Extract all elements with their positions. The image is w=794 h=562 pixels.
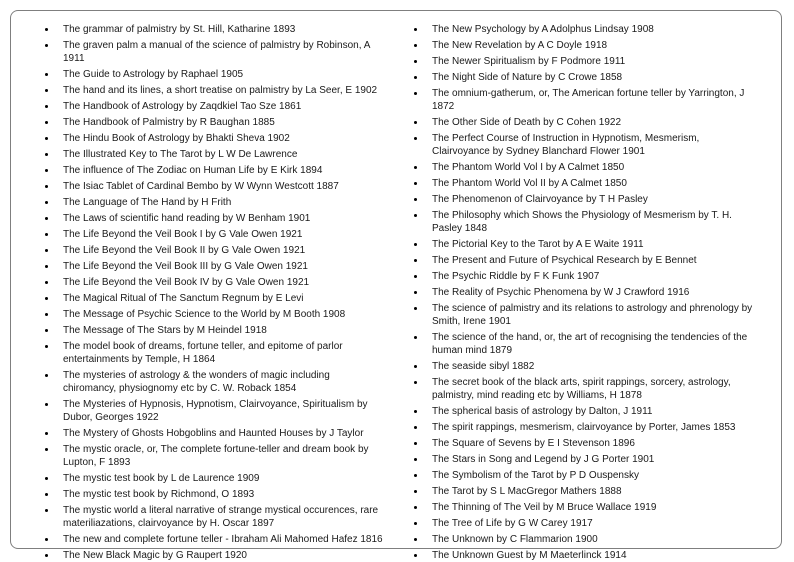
book-list-item: • The grammar of palmistry by St. Hill, Katharine 1893 bbox=[57, 23, 384, 36]
book-list-item: • The Phenomenon of Clairvoyance by T H Pasley bbox=[426, 193, 753, 206]
book-list-item: • The Other Side of Death by C Cohen 1922 bbox=[426, 116, 753, 129]
book-list-item: • The spherical basis of astrology by Dalton, J 1911 bbox=[426, 405, 753, 418]
two-column-layout bbox=[11, 11, 781, 561]
book-list-item: • The Psychic Riddle by F K Funk 1907 bbox=[426, 270, 753, 283]
book-list-item: • The mystic test book by Richmond, O 1893 bbox=[57, 488, 384, 501]
book-list-item: • The Life Beyond the Veil Book II by G Vale Owen 1921 bbox=[57, 244, 384, 257]
book-list-item: • The Life Beyond the Veil Book IV by G Vale Owen 1921 bbox=[57, 276, 384, 289]
book-list-item: • The secret book of the black arts, spirit rappings, sorcery, astrology, palmistry, mind reading etc by Williams, H 1878 bbox=[426, 376, 753, 402]
book-list-item: • The Tree of Life by G W Carey 1917 bbox=[426, 517, 753, 530]
book-list-item: • The Magical Ritual of The Sanctum Regnum by E Levi bbox=[57, 292, 384, 305]
book-list-item: • The Handbook of Astrology by Zaqdkiel Tao Sze 1861 bbox=[57, 100, 384, 113]
book-list-item: • The Mystery of Ghosts Hobgoblins and Haunted Houses by J Taylor bbox=[57, 427, 384, 440]
book-list-item: • The Laws of scientific hand reading by W Benham 1901 bbox=[57, 212, 384, 225]
book-list-left-column bbox=[33, 23, 384, 561]
book-list-item: • The Illustrated Key to The Tarot by L W De Lawrence bbox=[57, 148, 384, 161]
book-list-item: • The mystic oracle, or, The complete fortune-teller and dream book by Lupton, F 1893 bbox=[57, 443, 384, 469]
book-list-item: • The Newer Spiritualism by F Podmore 1911 bbox=[426, 55, 753, 68]
book-list-item: • The mystic test book by L de Laurence 1909 bbox=[57, 472, 384, 485]
book-list-item: • The new and complete fortune teller - Ibraham Ali Mahomed Hafez 1816 bbox=[57, 533, 384, 546]
book-list-item: • The New Revelation by A C Doyle 1918 bbox=[426, 39, 753, 52]
book-list-item: • The science of the hand, or, the art of recognising the tendencies of the human mind 1879 bbox=[426, 331, 753, 357]
book-list-item: • The mystic world a literal narrative of strange mystical occurences, rare materiliazations, clairvoyance by H. Oscar 1897 bbox=[57, 504, 384, 530]
book-list-item: • The New Psychology by A Adolphus Lindsay 1908 bbox=[426, 23, 753, 36]
book-list-item: • The Message of Psychic Science to the World by M Booth 1908 bbox=[57, 308, 384, 321]
book-list-item: • The Unknown by C Flammarion 1900 bbox=[426, 533, 753, 546]
book-list-item: • The Message of The Stars by M Heindel 1918 bbox=[57, 324, 384, 337]
book-list-item: • The Mysteries of Hypnosis, Hypnotism, Clairvoyance, Spiritualism by Dubor, Georges 1922 bbox=[57, 398, 384, 424]
book-list-item: • The model book of dreams, fortune teller, and epitome of parlor entertainments by Temple, H 1864 bbox=[57, 340, 384, 366]
book-list-item: • The Tarot by S L MacGregor Mathers 1888 bbox=[426, 485, 753, 498]
book-list-item: • The Phantom World Vol I by A Calmet 1850 bbox=[426, 161, 753, 174]
book-list-item: • The Symbolism of the Tarot by P D Ouspensky bbox=[426, 469, 753, 482]
book-list-item: • The Life Beyond the Veil Book I by G Vale Owen 1921 bbox=[57, 228, 384, 241]
book-list-item: • The science of palmistry and its relations to astrology and phrenology by Smith, Irene 1901 bbox=[426, 302, 753, 328]
book-list-item: • The seaside sibyl 1882 bbox=[426, 360, 753, 373]
book-list-right-column bbox=[402, 23, 753, 561]
book-list-item: • The Thinning of The Veil by M Bruce Wallace 1919 bbox=[426, 501, 753, 514]
book-list-item: • The spirit rappings, mesmerism, clairvoyance by Porter, James 1853 bbox=[426, 421, 753, 434]
book-list-item: • The Present and Future of Psychical Research by E Bennet bbox=[426, 254, 753, 267]
book-list-item: • The Square of Sevens by E I Stevenson 1896 bbox=[426, 437, 753, 450]
book-list-item: • The graven palm a manual of the science of palmistry by Robinson, A 1911 bbox=[57, 39, 384, 65]
book-list-item: • The omnium-gatherum, or, The American fortune teller by Yarrington, J 1872 bbox=[426, 87, 753, 113]
book-list-item: • The Stars in Song and Legend by J G Porter 1901 bbox=[426, 453, 753, 466]
book-list-item: • The Philosophy which Shows the Physiology of Mesmerism by T. H. Pasley 1848 bbox=[426, 209, 753, 235]
document-page bbox=[10, 10, 782, 561]
book-list-item: • The Life Beyond the Veil Book III by G Vale Owen 1921 bbox=[57, 260, 384, 273]
book-list-item: • The hand and its lines, a short treatise on palmistry by La Seer, E 1902 bbox=[57, 84, 384, 97]
book-list-item: • The Handbook of Palmistry by R Baughan 1885 bbox=[57, 116, 384, 129]
book-list-item: • The influence of The Zodiac on Human Life by E Kirk 1894 bbox=[57, 164, 384, 177]
book-list-item: • The Perfect Course of Instruction in Hypnotism, Mesmerism, Clairvoyance by Sydney Blanchard Flower 1901 bbox=[426, 132, 753, 158]
book-list-item: • The Language of The Hand by H Frith bbox=[57, 196, 384, 209]
book-list-item: • The mysteries of astrology & the wonders of magic including chiromancy, physiognomy etc by C. W. Roback 1854 bbox=[57, 369, 384, 395]
book-list-item: • The New Black Magic by G Raupert 1920 bbox=[57, 549, 384, 562]
book-list-item: • The Isiac Tablet of Cardinal Bembo by W Wynn Westcott 1887 bbox=[57, 180, 384, 193]
book-list-item: • The Reality of Psychic Phenomena by W J Crawford 1916 bbox=[426, 286, 753, 299]
book-list-item: • The Unknown Guest by M Maeterlinck 1914 bbox=[426, 549, 753, 562]
book-list-item: • The Pictorial Key to the Tarot by A E Waite 1911 bbox=[426, 238, 753, 251]
book-list-item: • The Guide to Astrology by Raphael 1905 bbox=[57, 68, 384, 81]
book-list-item: • The Phantom World Vol II by A Calmet 1850 bbox=[426, 177, 753, 190]
book-list-item: • The Night Side of Nature by C Crowe 1858 bbox=[426, 71, 753, 84]
book-list-item: • The Hindu Book of Astrology by Bhakti Sheva 1902 bbox=[57, 132, 384, 145]
